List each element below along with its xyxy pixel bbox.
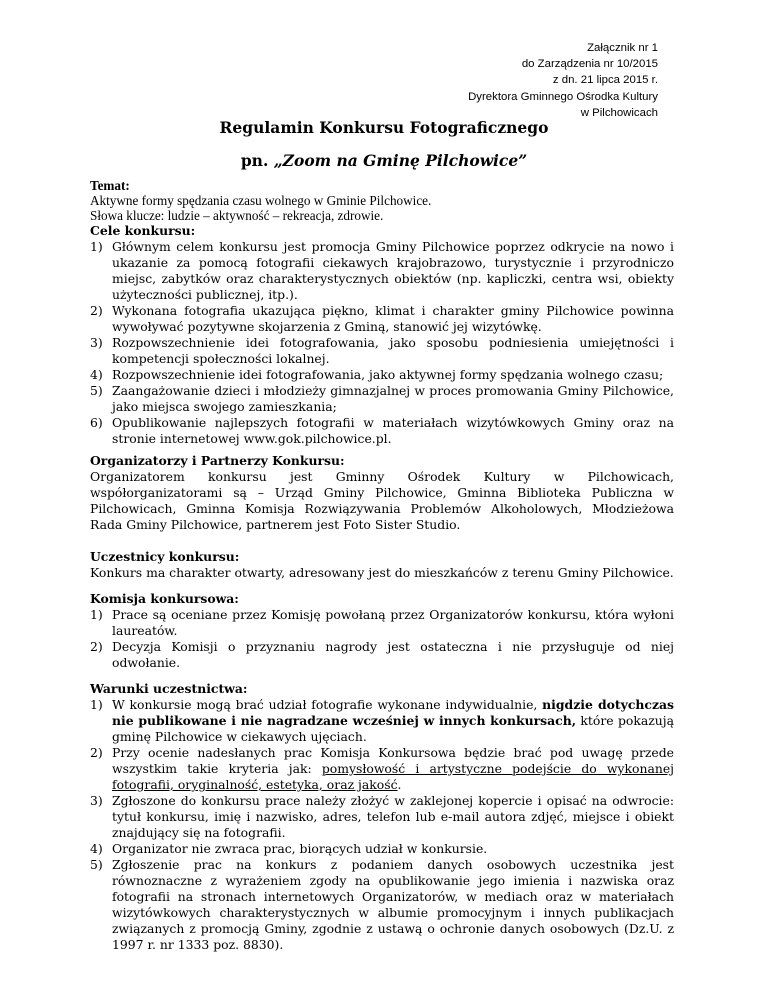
list-number: 3)	[90, 793, 103, 808]
document-subtitle	[0, 151, 768, 170]
section-uczestnicy	[90, 549, 674, 581]
list-text: Rozpowszechnienie idei fotografowania, jako sposobu podniesienia umiejętności i kompetencji społeczności lokalnej.	[112, 335, 674, 366]
list-number: 5)	[90, 383, 103, 398]
section-heading: Komisja konkursowa:	[90, 591, 239, 606]
document-title: Regulamin Konkursu Fotograficznego	[219, 118, 549, 137]
list-text-underlined: pomysłowość i artystyczne podejście do wykonanej fotografii, oryginalność, estetyka, oraz jakość	[112, 761, 674, 792]
paragraph: Konkurs ma charakter otwarty, adresowany jest do mieszkańców z terenu Gminy Pilchowice.	[90, 565, 674, 580]
paragraph: Organizatorem konkursu jest Gminny Ośrodek Kultury w Pilchowicach, współorganizatorami są – Urząd Gminy Pilchowice, Gminna Biblioteka Publiczna w Pilchowicach, Gminna Komisja Rozwiązywania Problemów Alkoholowych, Młodzieżowa Rada Gminy Pilchowice, partnerem jest Foto Sister Studio.	[90, 469, 674, 532]
section-temat	[90, 178, 674, 223]
list-text: Zgłoszenie prac na konkurs z podaniem danych osobowych uczestnika jest równoznaczne z wyrażeniem zgody na opublikowanie jego imienia i nazwiska oraz fotografii na stronach internetowych Organizatorów, w mediach oraz w materiałach wizytówkowych charakterystycznych w albumie promocyjnym i innych publikacjach związanych z promocją Gminy, zgodnie z ustawą o ochronie danych osobowych (Dz.U. z 1997 r. nr 1333 poz. 8830).	[112, 857, 674, 952]
list-number: 6)	[90, 415, 103, 430]
list-item	[90, 303, 674, 335]
attachment-line: do Zarządzenia nr 10/2015	[521, 58, 658, 71]
conditions-list	[90, 697, 674, 953]
list-number: 3)	[90, 335, 103, 350]
list-text: Opublikowanie najlepszych fotografii w materiałach wizytówkowych Gminy oraz na stronie internetowej www.gok.pilchowice.pl.	[112, 415, 674, 446]
committee-list	[90, 607, 674, 671]
list-item	[90, 745, 674, 793]
attachment-line: w Pilchowicach	[580, 106, 658, 119]
list-text: Wykonana fotografia ukazująca piękno, klimat i charakter gminy Pilchowice powinna wywoływać pozytywne skojarzenia z Gminą, stanowić jej wizytówkę.	[112, 303, 674, 334]
list-number: 4)	[90, 841, 103, 856]
list-item	[90, 367, 674, 383]
list-number: 1)	[90, 239, 103, 254]
paragraph: Słowa klucze: ludzie – aktywność – rekreacja, zdrowie.	[90, 208, 384, 223]
list-text: Prace są oceniane przez Komisję powołaną przez Organizatorów konkursu, która wyłoni laureatów.	[112, 607, 674, 638]
section-heading: Temat:	[90, 178, 130, 193]
attachment-line: Załącznik nr 1	[587, 42, 658, 54]
list-text: Przy ocenie nadesłanych prac Komisja Konkursowa będzie brać pod uwagę przede wszystkim takie kryteria jak:	[112, 745, 674, 776]
list-item	[90, 239, 674, 303]
list-number: 2)	[90, 745, 103, 760]
list-text: Decyzja Komisji o przyznaniu nagrody jest ostateczna i nie przysługuje od niej odwołanie.	[112, 639, 674, 670]
list-number: 2)	[90, 303, 103, 318]
list-item	[90, 841, 674, 857]
list-text: Organizator nie zwraca prac, biorących udział w konkursie.	[112, 841, 488, 856]
section-cele	[90, 223, 674, 447]
list-item	[90, 607, 674, 639]
list-text: Rozpowszechnienie idei fotografowania, jako aktywnej formy spędzania wolnego czasu;	[112, 367, 664, 382]
list-item	[90, 383, 674, 415]
list-text: Głównym celem konkursu jest promocja Gminy Pilchowice poprzez odkrycie na nowo i ukazanie za pomocą fotografii ciekawych krajobrazowo, turystycznie i przyrodniczo miejsc, zabytków oraz charakterystycznych obiektów (np. kapliczki, centra wsi, obiekty użyteczności publicznej, itp.).	[112, 239, 674, 302]
list-text-bold: nigdzie dotychczas nie publikowane i nie nagradzane wcześniej w innych konkursach,	[112, 697, 674, 728]
list-item	[90, 697, 674, 745]
list-text: Zaangażowanie dzieci i młodzieży gimnazjalnej w proces promowania Gminy Pilchowice, jako miejsca swojego zamieszkania;	[112, 383, 674, 414]
list-item	[90, 415, 674, 447]
list-item	[90, 857, 674, 953]
goals-list	[90, 239, 674, 447]
list-text: W konkursie mogą brać udział fotografie wykonane indywidualnie,	[112, 697, 543, 712]
list-text: .	[397, 777, 402, 792]
list-item	[90, 335, 674, 367]
list-item	[90, 793, 674, 841]
list-number: 1)	[90, 697, 103, 712]
subtitle-prefix: pn.	[240, 151, 274, 170]
paragraph: Aktywne formy spędzania czasu wolnego w Gminie Pilchowice.	[90, 193, 432, 208]
section-komisja	[90, 591, 674, 671]
list-number: 1)	[90, 607, 103, 622]
section-heading: Organizatorzy i Partnerzy Konkursu:	[90, 453, 345, 468]
list-text: Zgłoszone do konkursu prace należy złożyć w zaklejonej kopercie i opisać na odwrocie: tytuł konkursu, imię i nazwisko, adres, telefon lub e-mail autora zdjęć, miejsce i obiekt znajdujący się na fotografii.	[112, 793, 674, 840]
section-warunki	[90, 681, 674, 953]
section-heading: Cele konkursu:	[90, 223, 196, 238]
list-number: 5)	[90, 857, 103, 872]
section-heading: Uczestnicy konkursu:	[90, 549, 240, 564]
list-number: 4)	[90, 367, 103, 382]
attachment-line: z dn. 21 lipca 2015 r.	[552, 74, 658, 87]
list-number: 2)	[90, 639, 103, 654]
contest-name: „Zoom na Gminę Pilchowice”	[273, 151, 528, 170]
list-item	[90, 639, 674, 671]
attachment-note	[468, 40, 658, 121]
document-body	[90, 178, 674, 953]
list-text: które pokazują gminę Pilchowice w ciekawych ujęciach.	[112, 713, 674, 744]
attachment-line: Dyrektora Gminnego Ośrodka Kultury	[468, 90, 658, 103]
section-organizatorzy	[90, 453, 674, 533]
section-heading: Warunki uczestnictwa:	[90, 681, 248, 696]
